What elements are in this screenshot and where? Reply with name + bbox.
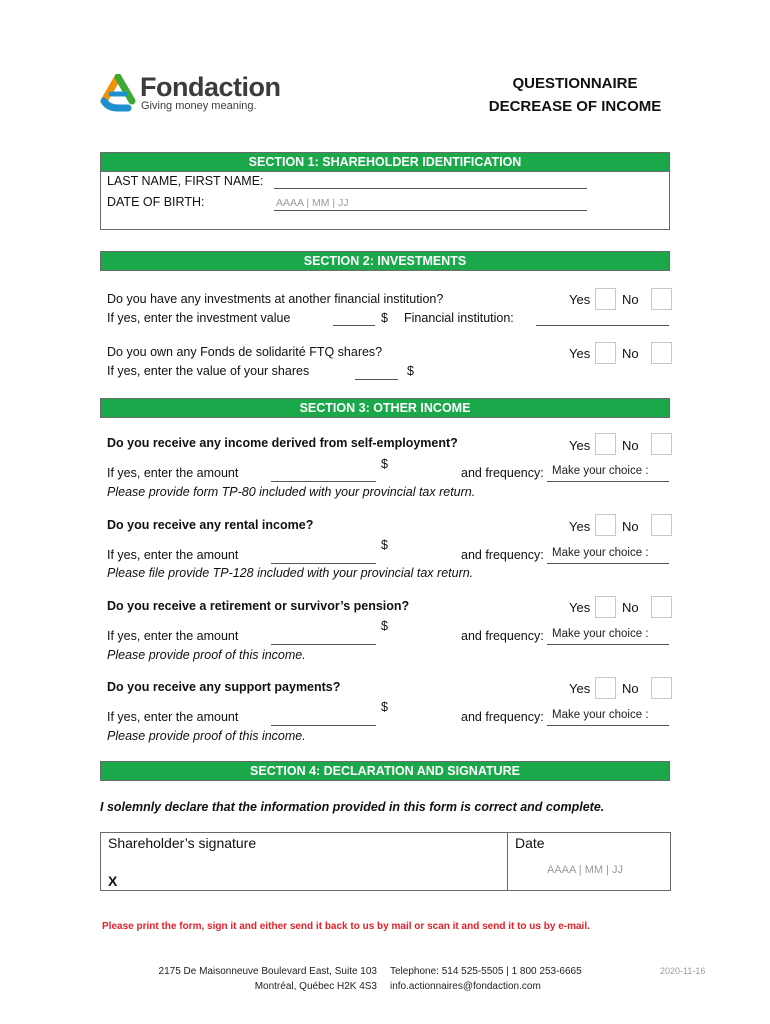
s2-q1-value-field[interactable] [333,325,375,326]
s2-q1-yes-checkbox[interactable] [595,288,616,310]
dob-field[interactable] [274,210,587,211]
s3-item2-yes-checkbox[interactable] [595,514,616,536]
s3-item1-yes-label: Yes [569,438,591,453]
footer-address-line1: 2175 De Maisonneuve Boulevard East, Suite 103 [158,966,377,977]
s2-institution-label: Financial institution: [404,311,514,325]
s2-q1-currency: $ [381,311,388,325]
dob-placeholder: AAAA | MM | JJ [276,197,349,209]
s3-item2-note: Please file provide TP-128 included with your provincial tax return. [107,566,474,580]
s2-institution-field[interactable] [536,325,669,326]
s3-item1-no-label: No [622,438,639,453]
footer-phone: Telephone: 514 525-5505 | 1 800 253-6665 [390,966,582,977]
s2-q1-no-label: No [622,292,639,307]
s3-item4-no-checkbox[interactable] [651,677,672,699]
s3-item3-frequency-select[interactable]: Make your choice : [547,628,669,645]
signature-date-divider [507,832,508,891]
signature-label: Shareholder’s signature [108,835,257,851]
s2-q2-currency: $ [407,364,414,378]
name-label: LAST NAME, FIRST NAME: [107,174,264,188]
s3-item1-note: Please provide form TP-80 included with your provincial tax return. [107,485,476,499]
fondaction-logo-mark-icon [98,74,138,112]
s3-item3-question: Do you receive a retirement or survivor’s pension? [107,599,410,613]
s3-item4-frequency-select[interactable]: Make your choice : [547,709,669,726]
s3-item3-amount-label: If yes, enter the amount [107,629,239,643]
s3-item4-yes-checkbox[interactable] [595,677,616,699]
s2-q1-yes-label: Yes [569,292,591,307]
name-field[interactable] [274,188,587,189]
s3-item1-yes-checkbox[interactable] [595,433,616,455]
form-title [470,72,680,118]
section1-heading: SECTION 1: SHAREHOLDER IDENTIFICATION [100,152,670,172]
s3-item4-frequency-label: and frequency: [461,710,544,724]
footer-address-line2: Montréal, Québec H2K 4S3 [254,981,377,992]
s3-item3-note: Please provide proof of this income. [107,648,306,662]
s3-item1-frequency-label: and frequency: [461,466,544,480]
s3-item2-amount-field[interactable] [271,563,376,564]
form-title-line2: DECREASE OF INCOME [488,98,662,115]
s3-item2-yes-label: Yes [569,519,591,534]
s3-item2-amount-label: If yes, enter the amount [107,548,239,562]
section2-heading: SECTION 2: INVESTMENTS [100,251,670,271]
s2-q1-text: Do you have any investments at another financial institution? [107,292,444,306]
s2-q1-value-label: If yes, enter the investment value [107,311,291,325]
signature-field[interactable] [101,855,506,890]
brand-tagline: Giving money meaning. [141,100,257,112]
date-placeholder[interactable]: AAAA | MM | JJ [547,864,624,876]
mailing-instructions: Please print the form, sign it and either send it back to us by mail or scan it and send it to us by e-mail. [102,921,590,932]
dob-label: DATE OF BIRTH: [107,195,205,209]
s3-item1-currency: $ [381,457,388,471]
signature-x-mark: X [108,873,118,889]
footer-contact [390,964,582,994]
s3-item4-currency: $ [381,700,388,714]
s3-item2-no-checkbox[interactable] [651,514,672,536]
s3-item4-note: Please provide proof of this income. [107,729,306,743]
s3-item4-yes-label: Yes [569,681,591,696]
footer-version-date: 2020-11-16 [660,966,706,976]
s3-item2-question: Do you receive any rental income? [107,518,314,532]
s3-item1-question: Do you receive any income derived from self-employment? [107,436,458,450]
s3-item3-yes-checkbox[interactable] [595,596,616,618]
s2-q2-no-checkbox[interactable] [651,342,672,364]
section3-heading: SECTION 3: OTHER INCOME [100,398,670,418]
s3-item4-no-label: No [622,681,639,696]
s3-item2-frequency-label: and frequency: [461,548,544,562]
s3-item3-yes-label: Yes [569,600,591,615]
s2-q2-text: Do you own any Fonds de solidarité FTQ shares? [107,345,383,359]
fondaction-logo [98,72,298,114]
footer-address [120,964,377,994]
declaration-text: I solemnly declare that the information provided in this form is correct and complete. [100,800,605,814]
s3-item3-currency: $ [381,619,388,633]
section4-heading: SECTION 4: DECLARATION AND SIGNATURE [100,761,670,781]
s2-q2-no-label: No [622,346,639,361]
s3-item2-currency: $ [381,538,388,552]
date-label: Date [515,835,545,851]
s3-item3-amount-field[interactable] [271,644,376,645]
s3-item4-amount-label: If yes, enter the amount [107,710,239,724]
s2-q2-value-field[interactable] [355,379,398,380]
s3-item3-frequency-label: and frequency: [461,629,544,643]
s2-q1-no-checkbox[interactable] [651,288,672,310]
s3-item1-no-checkbox[interactable] [651,433,672,455]
s3-item1-amount-label: If yes, enter the amount [107,466,239,480]
s2-q2-value-label: If yes, enter the value of your shares [107,364,310,378]
brand-name: Fondaction [140,72,281,102]
s3-item4-amount-field[interactable] [271,725,376,726]
s3-item2-no-label: No [622,519,639,534]
s3-item3-no-checkbox[interactable] [651,596,672,618]
form-title-line1: QUESTIONNAIRE [512,75,638,92]
footer-email[interactable]: info.actionnaires@fondaction.com [390,981,541,992]
s2-q2-yes-checkbox[interactable] [595,342,616,364]
s3-item4-question: Do you receive any support payments? [107,680,341,694]
s3-item1-amount-field[interactable] [271,481,376,482]
s2-q2-yes-label: Yes [569,346,591,361]
s3-item2-frequency-select[interactable]: Make your choice : [547,547,669,564]
s3-item3-no-label: No [622,600,639,615]
s3-item1-frequency-select[interactable]: Make your choice : [547,465,669,482]
